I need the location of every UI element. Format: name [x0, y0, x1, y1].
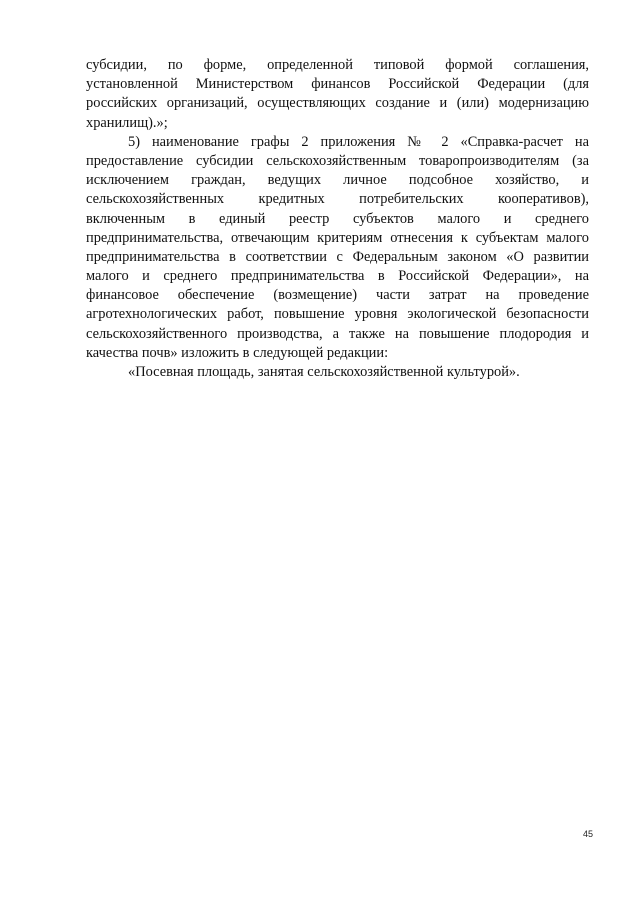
text-line: предпринимательства, отвечающим критериям отнесения к субъектам малого [86, 229, 589, 246]
text-line: включенным в единый реестр субъектов малого и среднего [86, 210, 589, 227]
text-line: хранилищ).»; [86, 114, 168, 131]
text-line: 5) наименование графы 2 приложения № 2 «Справка-расчет на [128, 133, 589, 150]
text-line: исключением граждан, ведущих личное подсобное хозяйство, и [86, 172, 589, 189]
text-line: предпринимательства в соответствии с Федеральным законом «О развитии [86, 248, 589, 265]
text-line: агротехнологических работ, повышение уровня экологической безопасности [86, 306, 589, 323]
text-line: малого и среднего предпринимательства в Российской Федерации», на [86, 268, 589, 285]
text-line: установленной Министерством финансов Российской Федерации (для [86, 76, 589, 93]
text-line: субсидии, по форме, определенной типовой формой соглашения, [86, 57, 589, 73]
text-line: «Посевная площадь, занятая сельскохозяйственной культурой». [128, 364, 520, 380]
text-line: финансовое обеспечение (возмещение) части затрат на проведение [86, 287, 589, 304]
text-line: сельскохозяйственного производства, а также на повышение плодородия и [86, 325, 589, 342]
text-line: сельскохозяйственных кредитных потребительских кооперативов), [86, 191, 589, 208]
text-line: предоставление субсидии сельскохозяйственным товаропроизводителям (за [86, 152, 589, 169]
text-line: российских организаций, осуществляющих создание и (или) модернизацию [86, 95, 589, 112]
text-line: качества почв» изложить в следующей редакции: [86, 344, 389, 361]
page-number: 45 [583, 829, 594, 839]
document-body [86, 56, 589, 382]
